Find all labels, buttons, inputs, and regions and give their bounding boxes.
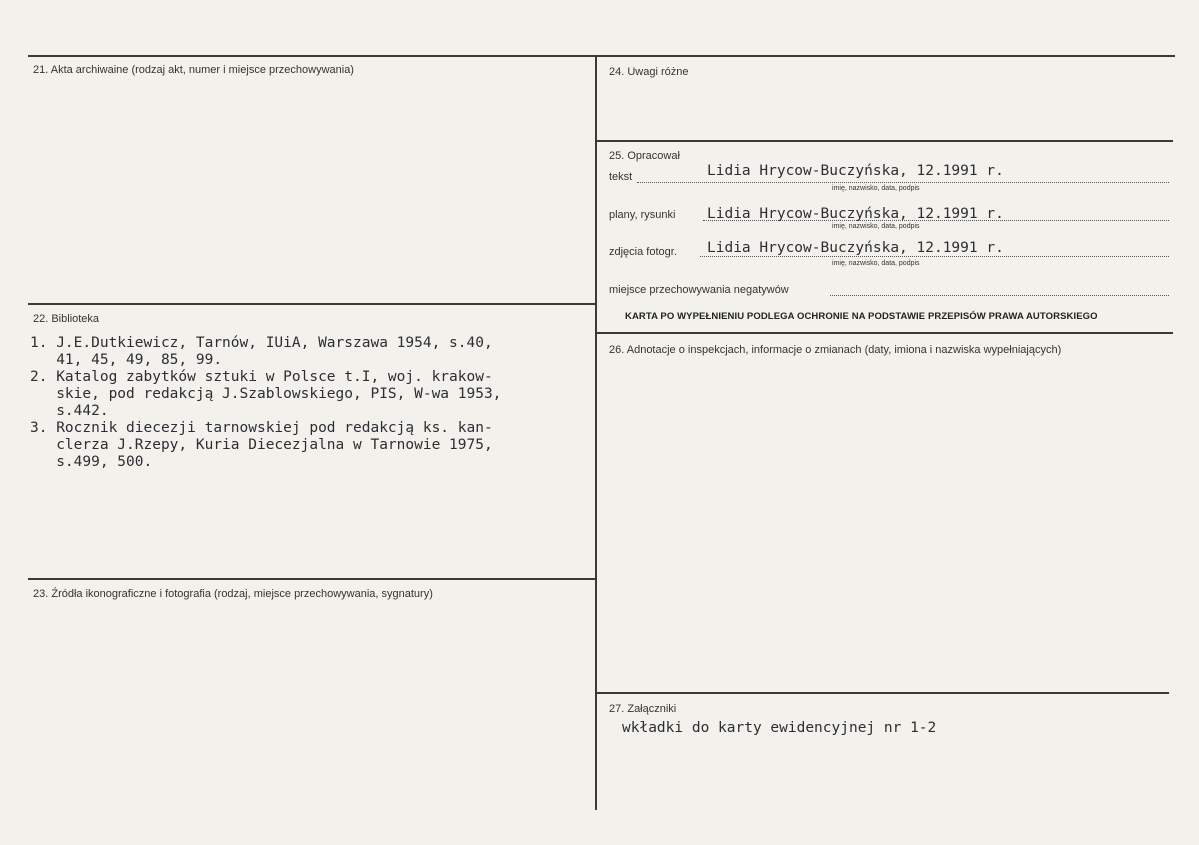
center-divider [595, 55, 597, 810]
divider-22-23 [28, 578, 596, 580]
section-23-label: 23. Źródła ikonograficzne i fotografia (rodzaj, miejsce przechowywania, sygnatury) [33, 588, 433, 600]
bibliography-line: s.499, 500. [30, 454, 153, 470]
field-plany-value: Lidia Hrycow-Buczyńska, 12.1991 r. [707, 206, 1004, 222]
copyright-notice: KARTA PO WYPEŁNIENIU PODLEGA OCHRONIE NA PODSTAWIE PRZEPISÓW PRAWA AUTORSKIEGO [625, 311, 1098, 322]
field-tekst-value: Lidia Hrycow-Buczyńska, 12.1991 r. [707, 163, 1004, 179]
field-plany-hint: imię, nazwisko, data, podpis [832, 223, 920, 230]
bibliography-line: 1. J.E.Dutkiewicz, Tarnów, IUiA, Warszawa 1954, s.40, [30, 335, 493, 351]
section-25-label: 25. Opracował [609, 150, 680, 162]
field-zdjecia-hint: imię, nazwisko, data, podpis [832, 260, 920, 267]
section-22-label: 22. Biblioteka [33, 313, 100, 325]
divider-24-25 [596, 140, 1173, 142]
section-26-label: 26. Adnotacje o inspekcjach, informacje o zmianach (daty, imiona i nazwiska wypełniających) [609, 344, 1062, 356]
divider-21-22 [28, 303, 596, 305]
negatives-label: miejsce przechowywania negatywów [609, 284, 789, 296]
attachments-value: wkładki do karty ewidencyjnej nr 1-2 [622, 720, 937, 736]
field-plany-label: plany, rysunki [609, 209, 676, 221]
bibliography-line: 2. Katalog zabytków sztuki w Polsce t.I, woj. krakow- [30, 369, 493, 385]
bibliography-line: 41, 45, 49, 85, 99. [30, 352, 223, 368]
field-zdjecia-value: Lidia Hrycow-Buczyńska, 12.1991 r. [707, 240, 1004, 256]
bibliography-line: skie, pod redakcją J.Szablowskiego, PIS, W-wa 1953, [30, 386, 502, 402]
divider-26-27 [596, 692, 1169, 694]
field-tekst-hint: imię, nazwisko, data, podpis [832, 185, 920, 192]
field-zdjecia-label: zdjęcia fotogr. [609, 246, 677, 258]
bibliography-line: clerza J.Rzepy, Kuria Diecezjalna w Tarnowie 1975, [30, 437, 493, 453]
field-tekst-label: tekst [609, 171, 633, 183]
divider-25-26 [596, 332, 1173, 334]
section-27-label: 27. Załączniki [609, 703, 677, 715]
field-tekst-line [637, 182, 1169, 183]
section-21-label: 21. Akta archiwaine (rodzaj akt, numer i miejsce przechowywania) [33, 64, 354, 76]
negatives-line [830, 295, 1169, 296]
bibliography-line: 3. Rocznik diecezji tarnowskiej pod redakcją ks. kan- [30, 420, 493, 436]
top-border [28, 55, 1175, 57]
section-24-label: 24. Uwagi różne [609, 66, 689, 78]
bibliography-line: s.442. [30, 403, 109, 419]
